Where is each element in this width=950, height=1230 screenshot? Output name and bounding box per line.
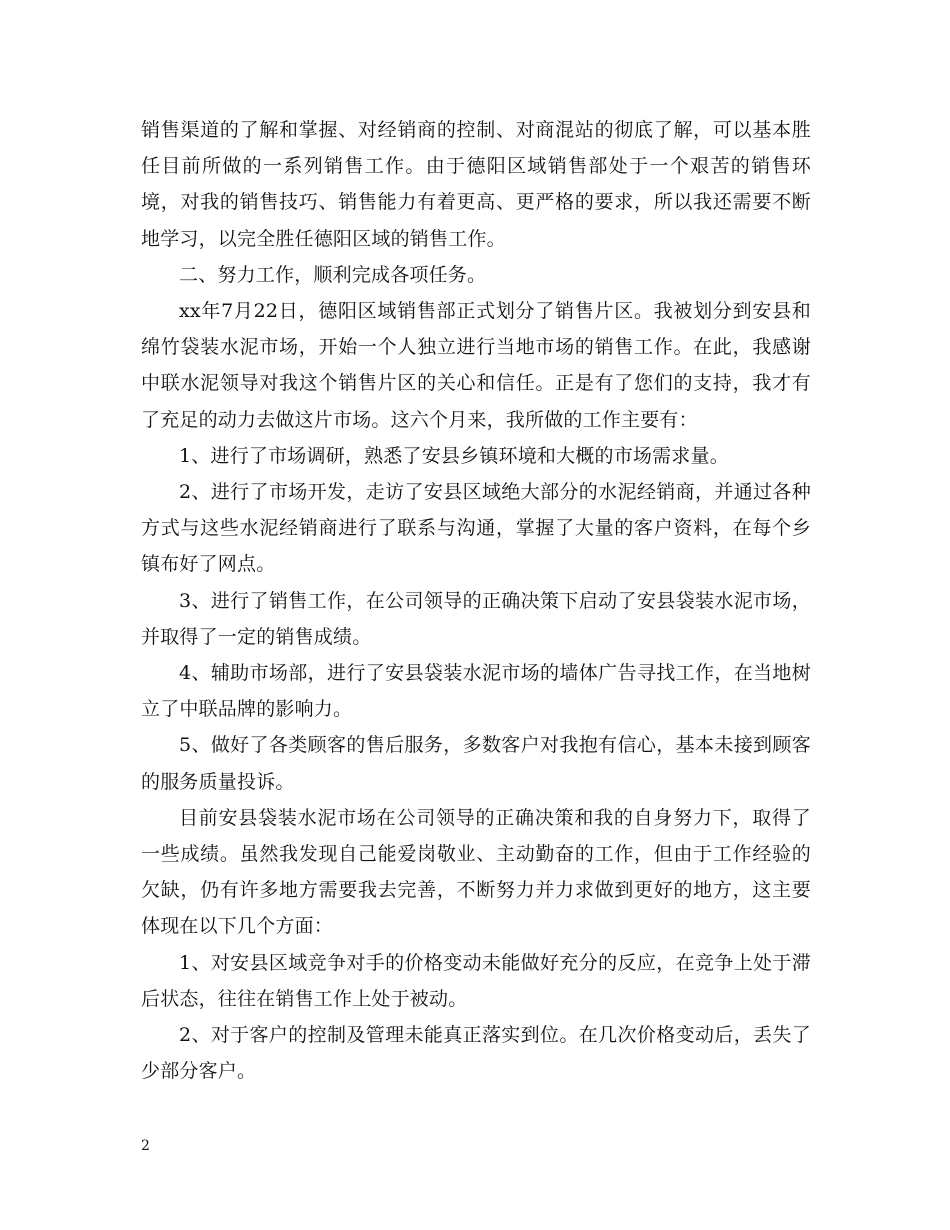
issue-item-1: 1、对安县区域竞争对手的价格变动未能做好充分的反应，在竞争上处于滞后状态，往往在销售工作上处于被动。	[141, 951, 811, 1010]
paragraph-summary: 目前安县袋装水泥市场在公司领导的正确决策和我的自身努力下，取得了一些成绩。虽然我发现自己能爱岗敬业、主动勤奋的工作，但由于工作经验的欠缺，仍有许多地方需要我去完善，不断努力并力求做到更好的地方，这主要体现在以下几个方面：	[141, 806, 811, 938]
section-heading: 二、努力工作，顺利完成各项任务。	[179, 263, 487, 286]
paragraph-continuation: 销售渠道的了解和掌握、对经销商的控制、对商混站的彻底了解，可以基本胜任目前所做的一系列销售工作。由于德阳区域销售部处于一个艰苦的销售环境，对我的销售技巧、销售能力有着更高、更严格的要求，所以我还需要不断地学习，以完全胜任德阳区域的销售工作。	[141, 119, 811, 250]
list-item-1: 1、进行了市场调研，熟悉了安县乡镇环境和大概的市场需求量。	[179, 444, 729, 467]
paragraph-intro: xx年7月22日，德阳区域销售部正式划分了销售片区。我被划分到安县和绵竹袋装水泥市场，开始一个人独立进行当地市场的销售工作。在此，我感谢中联水泥领导对我这个销售片区的关心和信任。正是有了您们的支持，我才有了充足的动力去做这片市场。这六个月来，我所做的工作主要有：	[141, 300, 811, 431]
list-item-2: 2、进行了市场开发，走访了安县区域绝大部分的水泥经销商，并通过各种方式与这些水泥经销商进行了联系与沟通，掌握了大量的客户资料，在每个乡镇布好了网点。	[141, 481, 811, 576]
list-item-4: 4、辅助市场部，进行了安县袋装水泥市场的墙体广告寻找工作，在当地树立了中联品牌的影响力。	[141, 662, 811, 721]
list-item-3: 3、进行了销售工作，在公司领导的正确决策下启动了安县袋装水泥市场，并取得了一定的销售成绩。	[141, 589, 811, 648]
issue-item-2: 2、对于客户的控制及管理未能真正落实到位。在几次价格变动后，丢失了少部分客户。	[141, 1024, 811, 1083]
document-body	[141, 112, 811, 1089]
page-number: 2	[141, 1138, 150, 1154]
list-item-5: 5、做好了各类顾客的售后服务，多数客户对我抱有信心，基本未接到顾客的服务质量投诉。	[141, 734, 811, 793]
